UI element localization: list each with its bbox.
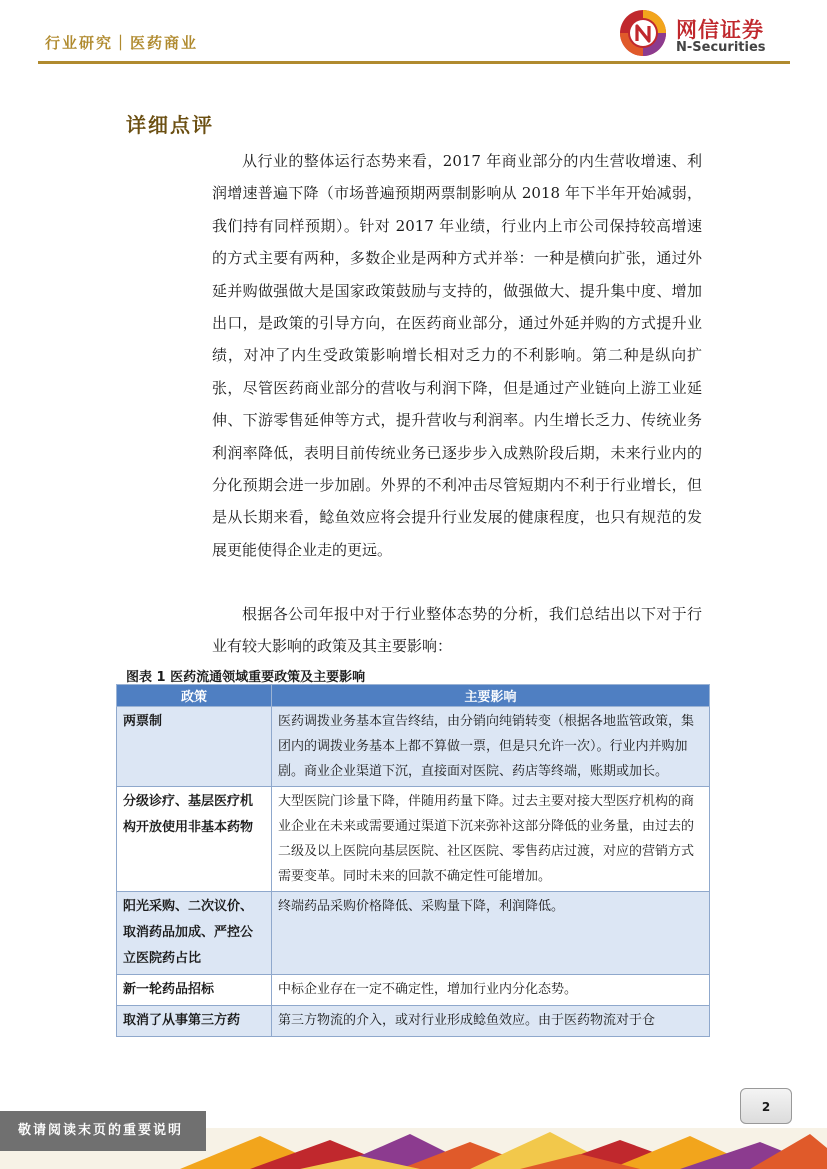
logo-chinese-name: 网信证券 [676, 18, 764, 42]
column-header-policy: 政策 [117, 685, 272, 707]
page-number: 2 [740, 1088, 792, 1124]
policy-cell: 阳光采购、二次议价、取消药品加成、严控公立医院药占比 [117, 892, 272, 975]
n-securities-logo-icon [618, 8, 668, 58]
column-header-impact: 主要影响 [272, 685, 710, 707]
header-divider [38, 61, 790, 64]
table-row [117, 1006, 710, 1037]
impact-cell: 医药调拨业务基本宣告终结，由分销向纯销转变（根据各地监管政策，集团内的调拨业务基本上都不算做一票，但是只允许一次）。行业内并购加剧。商业企业渠道下沉，直接面对医院、药店等终端，账期或加长。 [272, 707, 710, 787]
impact-cell: 中标企业存在一定不确定性，增加行业内分化态势。 [272, 975, 710, 1006]
table-row [117, 892, 710, 975]
table-row [117, 787, 710, 892]
table-row [117, 975, 710, 1006]
policy-cell: 两票制 [117, 707, 272, 787]
impact-cell: 第三方物流的介入，或对行业形成鲶鱼效应。由于医药物流对于仓 [272, 1006, 710, 1037]
table-row [117, 707, 710, 787]
footer-disclaimer-note: 敬请阅读末页的重要说明 [0, 1111, 206, 1151]
page-header [0, 0, 827, 66]
section-title: 详细点评 [126, 113, 214, 137]
report-category: 行业研究｜医药商业 [45, 34, 199, 52]
impact-cell: 大型医院门诊量下降，伴随用药量下降。过去主要对接大型医疗机构的商业企业在未来或需要通过渠道下沉来弥补这部分降低的业务量，由过去的二级及以上医院向基层医院、社区医院、零售药店过渡，对应的营销方式需要变革。同时未来的回款不确定性可能增加。 [272, 787, 710, 892]
impact-cell: 终端药品采购价格降低、采购量下降，利润降低。 [272, 892, 710, 975]
company-logo [618, 6, 788, 56]
logo-english-name: N-Securities [676, 40, 766, 55]
policy-cell: 取消了从事第三方药 [117, 1006, 272, 1037]
policy-table-container [110, 684, 720, 1064]
figure-caption: 图表 1 医药流通领域重要政策及主要影响 [126, 670, 366, 685]
body-paragraph-1: 从行业的整体运行态势来看，2017 年商业部分的内生营收增速、利润增速普遍下降（市场普遍预期两票制影响从 2018 年下半年开始减弱，我们持有同样预期）。针对 2017 年业绩，行业内上市公司保持较高增速的方式主要有两种，多数企业是两种方式并举：一种是横向扩张，通过外延并购做强做大是国家政策鼓励与支持的，做强做大、提升集中度、增加出口，是政策的引导方向，在医药商业部分，通过外延并购的方式提升业绩，对冲了内生受政策影响增长相对乏力的不利影响。第二种是纵向扩张，尽管医药商业部分的营收与利润下降，但是通过产业链向上游工业延伸、下游零售延伸等方式，提升营收与利润率。内生增长乏力、传统业务利润率降低，表明目前传统业务已逐步步入成熟阶段后期，未来行业内的分化预期会进一步加剧。外界的不利冲击尽管短期内不利于行业增长，但是从长期来看，鲶鱼效应将会提升行业发展的健康程度，也只有规范的发展更能使得企业走的更远。 [212, 152, 702, 559]
policy-impact-table [116, 684, 710, 1037]
body-paragraph-2: 根据各公司年报中对于行业整体态势的分析，我们总结出以下对于行业有较大影响的政策及其主要影响： [212, 605, 702, 656]
policy-cell: 分级诊疗、基层医疗机构开放使用非基本药物 [117, 787, 272, 892]
policy-cell: 新一轮药品招标 [117, 975, 272, 1006]
table-header-row [117, 685, 710, 707]
